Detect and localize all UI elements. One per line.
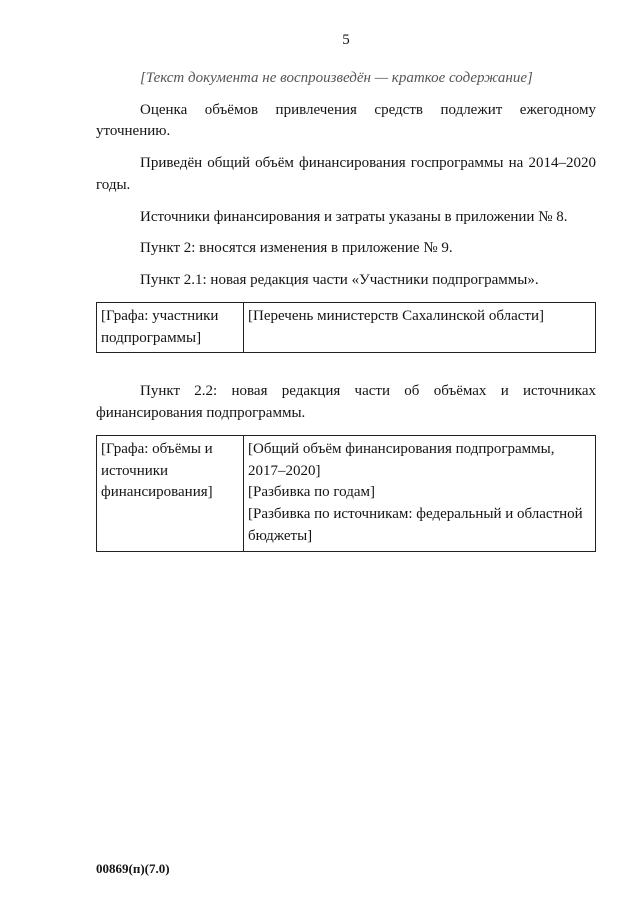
funding-value bbox=[244, 435, 596, 551]
summary-paragraph: Пункт 2: вносятся изменения в приложение № 9. bbox=[140, 240, 453, 257]
page-number: 5 bbox=[342, 32, 350, 48]
summary-block bbox=[96, 100, 596, 292]
funding-label: [Графа: объёмы и источники финансирования] bbox=[97, 435, 244, 551]
table-row bbox=[97, 435, 596, 551]
participants-label: [Графа: участники подпрограммы] bbox=[97, 302, 244, 353]
funding-line: [Общий объём финансирования подпрограммы, 2017–2020] bbox=[248, 440, 555, 479]
participants-value: [Перечень министерств Сахалинской области] bbox=[244, 302, 596, 353]
table-row bbox=[97, 302, 596, 353]
paragraph-2-2: Пункт 2.2: новая редакция части об объёмах и источниках финансирования подпрограммы. bbox=[96, 383, 596, 421]
participants-table bbox=[96, 302, 596, 354]
summary-paragraph: Приведён общий объём финансирования госпрограммы на 2014–2020 годы. bbox=[96, 155, 596, 193]
summary-paragraph: Оценка объёмов привлечения средств подлежит ежегодному уточнению. bbox=[96, 101, 596, 140]
notice: [Текст документа не воспроизведён — краткое содержание] bbox=[140, 69, 533, 86]
summary-paragraph: Пункт 2.1: новая редакция части «Участники подпрограммы». bbox=[140, 272, 539, 288]
funding-table bbox=[96, 435, 596, 552]
document-code: 00869(п)(7.0) bbox=[96, 861, 170, 876]
funding-line: [Разбивка по источникам: федеральный и областной бюджеты] bbox=[248, 506, 583, 544]
summary-paragraph: Источники финансирования и затраты указаны в приложении № 8. bbox=[140, 208, 568, 225]
funding-line: [Разбивка по годам] bbox=[248, 484, 376, 501]
